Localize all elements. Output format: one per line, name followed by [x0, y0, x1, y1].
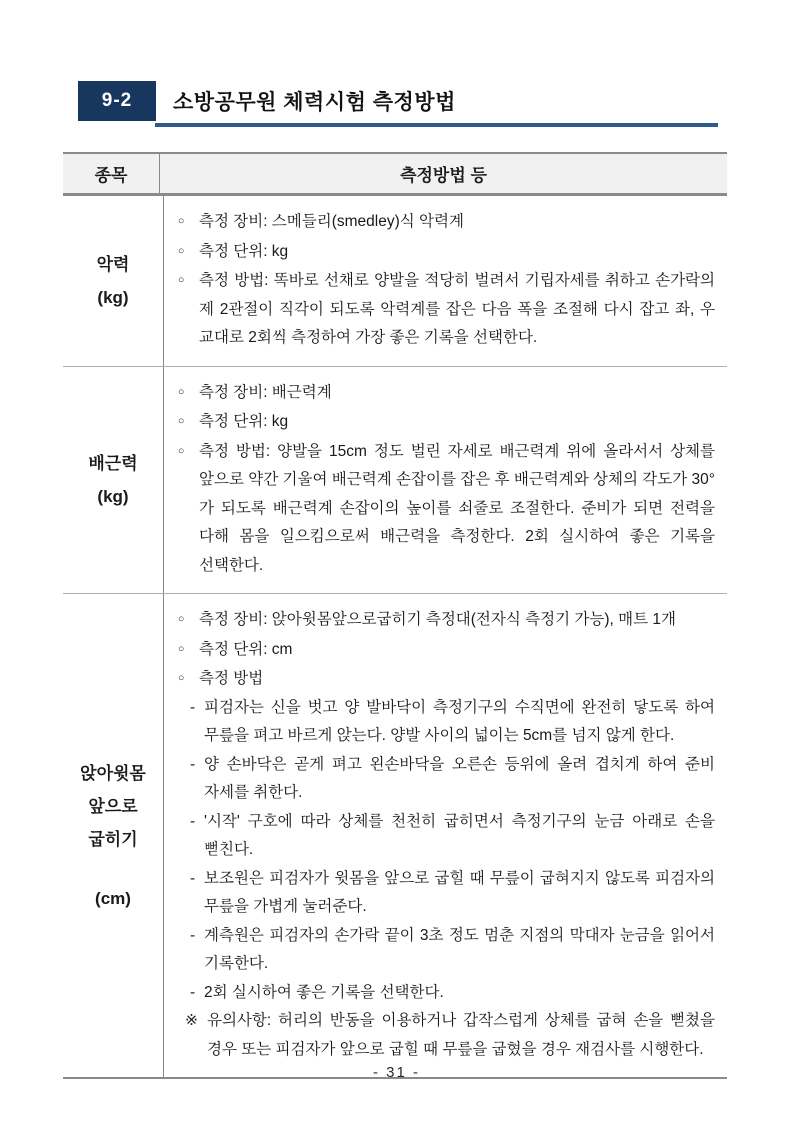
method-item: [178, 635, 715, 665]
method-item: [178, 237, 715, 267]
method-item-text: 측정 방법: [199, 670, 264, 687]
method-item-text: 측정 장비: 앉아윗몸앞으로굽히기 측정대(전자식 측정기 가능), 매트 1개: [199, 611, 676, 628]
method-substep: [190, 808, 715, 865]
method-item-text: 측정 단위: kg: [199, 242, 289, 260]
method-item-text: 보조원은 피검자가 윗몸을 앞으로 굽힐 때 무릎이 굽혀지지 않도록 피검자의 무릎을 가볍게 눌러준다.: [204, 869, 715, 915]
method-item-text: 측정 단위: kg: [199, 413, 289, 430]
category-unit: (kg): [97, 486, 129, 506]
dash-marker: -: [190, 698, 196, 716]
method-item: [178, 407, 715, 437]
circle-bullet-icon: ○: [178, 385, 185, 398]
method-item-text: 측정 방법: 똑바로 선채로 양발을 적당히 벌려서 기립자세를 취하고 손가락의 제 2관절이 직각이 되도록 악력계를 잡은 다음 폭을 조절해 다시 잡고 좌, 우 교대로 2회씩 측정하여 가장 좋은 기록을 선택한다.: [199, 272, 715, 346]
measurement-method-table: [63, 152, 727, 1079]
method-item-text: 계측원은 피검자의 손가락 끝이 3초 정도 멈춘 지점의 막대자 눈금을 읽어서 기록한다.: [204, 926, 715, 972]
method-substep: [190, 694, 715, 751]
method-item: [178, 207, 715, 237]
method-item-text: 유의사항: 허리의 반동을 이용하거나 갑작스럽게 상체를 굽혀 손을 뻗쳤을 경우 또는 피검자가 앞으로 굽힐 때 무릎을 굽혔을 경우 재검사를 시행한다.: [207, 1012, 715, 1058]
dash-marker: -: [190, 983, 196, 1001]
method-item-text: 측정 장비: 배근력계: [199, 383, 332, 401]
page-number: - 31 -: [372, 1064, 420, 1081]
section-header: [63, 81, 727, 121]
category-cell: [63, 594, 164, 1077]
circle-bullet-icon: ○: [178, 274, 185, 286]
method-item-text: 양 손바닥은 곧게 펴고 왼손바닥을 오른손 등위에 올려 겹치게 하여 준비 자세를 취한다.: [204, 755, 715, 801]
method-item-text: '시작' 구호에 따라 상체를 천천히 굽히면서 측정기구의 눈금 아래로 손을 뻗친다.: [204, 812, 715, 858]
category-name: 악력: [96, 254, 130, 274]
method-cell: [164, 594, 727, 1077]
method-cell: [164, 367, 727, 594]
category-name: 앞으로: [88, 796, 138, 816]
column-header-category: 종목: [63, 154, 160, 193]
method-item-text: 측정 장비: 스메들리(smedley)식 악력계: [199, 213, 464, 230]
circle-bullet-icon: ○: [178, 215, 185, 227]
method-item-text: 측정 방법: 양발을 15cm 정도 벌린 자세로 배근력계 위에 올라서서 상체를 앞으로 약간 기울여 배근력계 손잡이를 잡은 후 배근력계와 상체의 각도가 30°가 되도록 배근력계 손잡이의 높이를 쇠줄로 조절한다. 준비가 되면 전력을 다해 몸을 일으킴으로써 배근력을 측정한다. 2회 실시하여 좋은 기록을 선택한다.: [199, 442, 715, 574]
section-number-badge: 9-2: [78, 81, 156, 121]
page-title: 소방공무원 체력시험 측정방법: [173, 91, 456, 114]
method-caution-note: [185, 1007, 715, 1064]
table-header-row: [63, 154, 727, 196]
method-substep: [190, 865, 715, 922]
table-row-sit-and-reach: [63, 594, 727, 1077]
circle-bullet-icon: ○: [178, 444, 185, 457]
circle-bullet-icon: ○: [178, 415, 185, 427]
category-unit: (cm): [95, 888, 131, 908]
circle-bullet-icon: ○: [178, 672, 185, 684]
circle-bullet-icon: ○: [178, 244, 185, 257]
category-unit: (kg): [97, 287, 129, 307]
table-row-grip-strength: [63, 196, 727, 367]
method-item-text: 2회 실시하여 좋은 기록을 선택한다.: [204, 983, 444, 1001]
method-item-text: 피검자는 신을 벗고 양 발바닥이 측정기구의 수직면에 완전히 닿도록 하여 무릎을 펴고 바르게 앉는다. 양발 사이의 넓이는 5cm를 넘지 않게 한다.: [204, 698, 715, 744]
title-underline: [155, 123, 718, 127]
circle-bullet-icon: ○: [178, 642, 185, 655]
category-cell: [63, 196, 164, 366]
method-cell: [164, 196, 727, 366]
category-name: 배근력: [88, 453, 138, 473]
method-item: [178, 378, 715, 408]
method-item: [178, 605, 715, 635]
method-substep: [190, 979, 715, 1008]
reference-mark-icon: ※: [185, 1012, 198, 1029]
method-substep: [190, 922, 715, 979]
method-item: [178, 266, 715, 353]
category-name: 굽히기: [88, 829, 138, 849]
method-substep: [190, 751, 715, 808]
page-content: [63, 0, 727, 1079]
circle-bullet-icon: ○: [178, 613, 185, 625]
method-item-text: 측정 단위: cm: [199, 640, 293, 658]
column-header-method: 측정방법 등: [400, 166, 487, 185]
dash-marker: -: [190, 812, 196, 830]
method-item: [178, 437, 715, 581]
dash-marker: -: [190, 869, 196, 887]
method-item: [178, 664, 715, 694]
dash-marker: -: [190, 755, 196, 773]
dash-marker: -: [190, 926, 196, 944]
category-cell: [63, 367, 164, 594]
category-name: 앉아윗몸: [80, 763, 146, 783]
table-row-back-strength: [63, 367, 727, 595]
